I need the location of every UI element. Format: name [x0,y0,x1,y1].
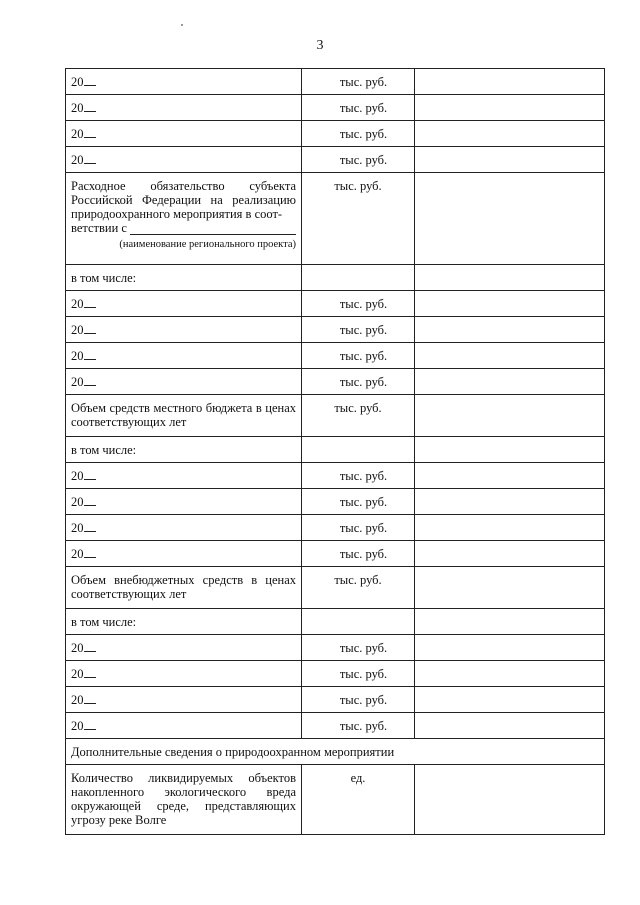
value-cell [415,173,605,265]
value-cell [415,661,605,687]
year-cell: 20 [66,687,302,713]
value-cell [415,463,605,489]
unit-cell: тыс. руб. [302,147,415,173]
unit-cell: тыс. руб. [302,635,415,661]
year-cell: 20 [66,515,302,541]
year-cell: 20 [66,121,302,147]
eliminated-objects-label: Количество ликвидируемых объектов накопленного экологического вреда окружающей среде, представляющих угрозу реке Волге [66,765,302,835]
table-row [66,687,605,713]
year-cell: 20 [66,147,302,173]
table-row [66,369,605,395]
unit-cell: тыс. руб. [302,291,415,317]
including-row [66,265,605,291]
unit-cell: тыс. руб. [302,369,415,395]
value-cell [415,369,605,395]
table-row [66,541,605,567]
value-cell [415,121,605,147]
local-budget-label: Объем средств местного бюджета в ценах соответствующих лет [66,395,302,437]
value-cell [415,395,605,437]
eliminated-objects-row [66,765,605,835]
empty-cell [302,609,415,635]
value-cell [415,765,605,835]
table-row [66,343,605,369]
local-budget-row [66,395,605,437]
year-cell: 20 [66,369,302,395]
year-cell: 20 [66,541,302,567]
unit-cell: тыс. руб. [302,343,415,369]
table-row [66,515,605,541]
value-cell [415,635,605,661]
year-cell: 20 [66,489,302,515]
table-row [66,635,605,661]
value-cell [415,95,605,121]
unit-cell: тыс. руб. [302,515,415,541]
empty-cell [302,265,415,291]
budget-table [65,68,605,835]
including-row [66,437,605,463]
value-cell [415,687,605,713]
regional-obligation-text-line: ветствии с [71,221,127,235]
value-cell [415,713,605,739]
value-cell [415,343,605,369]
year-cell: 20 [66,661,302,687]
year-cell: 20 [66,291,302,317]
unit-cell: тыс. руб. [302,687,415,713]
year-cell: 20 [66,343,302,369]
value-cell [415,69,605,95]
scan-speck [181,24,183,26]
value-cell [415,489,605,515]
unit-cell: тыс. руб. [302,95,415,121]
regional-obligation-row [66,173,605,265]
unit-cell: тыс. руб. [302,541,415,567]
regional-project-caption: (наименование регионального проекта) [119,239,296,250]
table-row [66,661,605,687]
value-cell [415,567,605,609]
empty-cell [415,437,605,463]
regional-obligation-text: Расходное обязательство субъекта Российской Федерации на реализацию природоохранного мероприятия в соот- [71,179,296,221]
table-row [66,291,605,317]
including-label: в том числе: [66,437,302,463]
table-row [66,317,605,343]
value-cell [415,291,605,317]
unit-cell: тыс. руб. [302,173,415,265]
table-row [66,69,605,95]
unit-cell: тыс. руб. [302,567,415,609]
additional-info-row [66,739,605,765]
unit-cell: тыс. руб. [302,489,415,515]
table-row [66,121,605,147]
unit-cell: ед. [302,765,415,835]
table-row [66,463,605,489]
unit-cell: тыс. руб. [302,713,415,739]
unit-cell: тыс. руб. [302,463,415,489]
year-cell: 20 [66,95,302,121]
table-row [66,95,605,121]
year-cell: 20 [66,713,302,739]
empty-cell [415,609,605,635]
unit-cell: тыс. руб. [302,317,415,343]
page-number: 3 [316,38,324,53]
including-row [66,609,605,635]
value-cell [415,541,605,567]
unit-cell: тыс. руб. [302,69,415,95]
table-row [66,147,605,173]
including-label: в том числе: [66,609,302,635]
year-cell: 20 [66,463,302,489]
year-cell: 20 [66,317,302,343]
unit-cell: тыс. руб. [302,395,415,437]
table-row [66,489,605,515]
table-row [66,713,605,739]
value-cell [415,317,605,343]
year-cell: 20 [66,69,302,95]
value-cell [415,515,605,541]
empty-cell [415,265,605,291]
year-cell: 20 [66,635,302,661]
unit-cell: тыс. руб. [302,121,415,147]
extra-budget-row [66,567,605,609]
value-cell [415,147,605,173]
empty-cell [302,437,415,463]
including-label: в том числе: [66,265,302,291]
extra-budget-label: Объем внебюджетных средств в ценах соответствующих лет [66,567,302,609]
additional-info-heading: Дополнительные сведения о природоохранном мероприятии [66,739,605,765]
regional-obligation-label [66,173,302,265]
unit-cell: тыс. руб. [302,661,415,687]
